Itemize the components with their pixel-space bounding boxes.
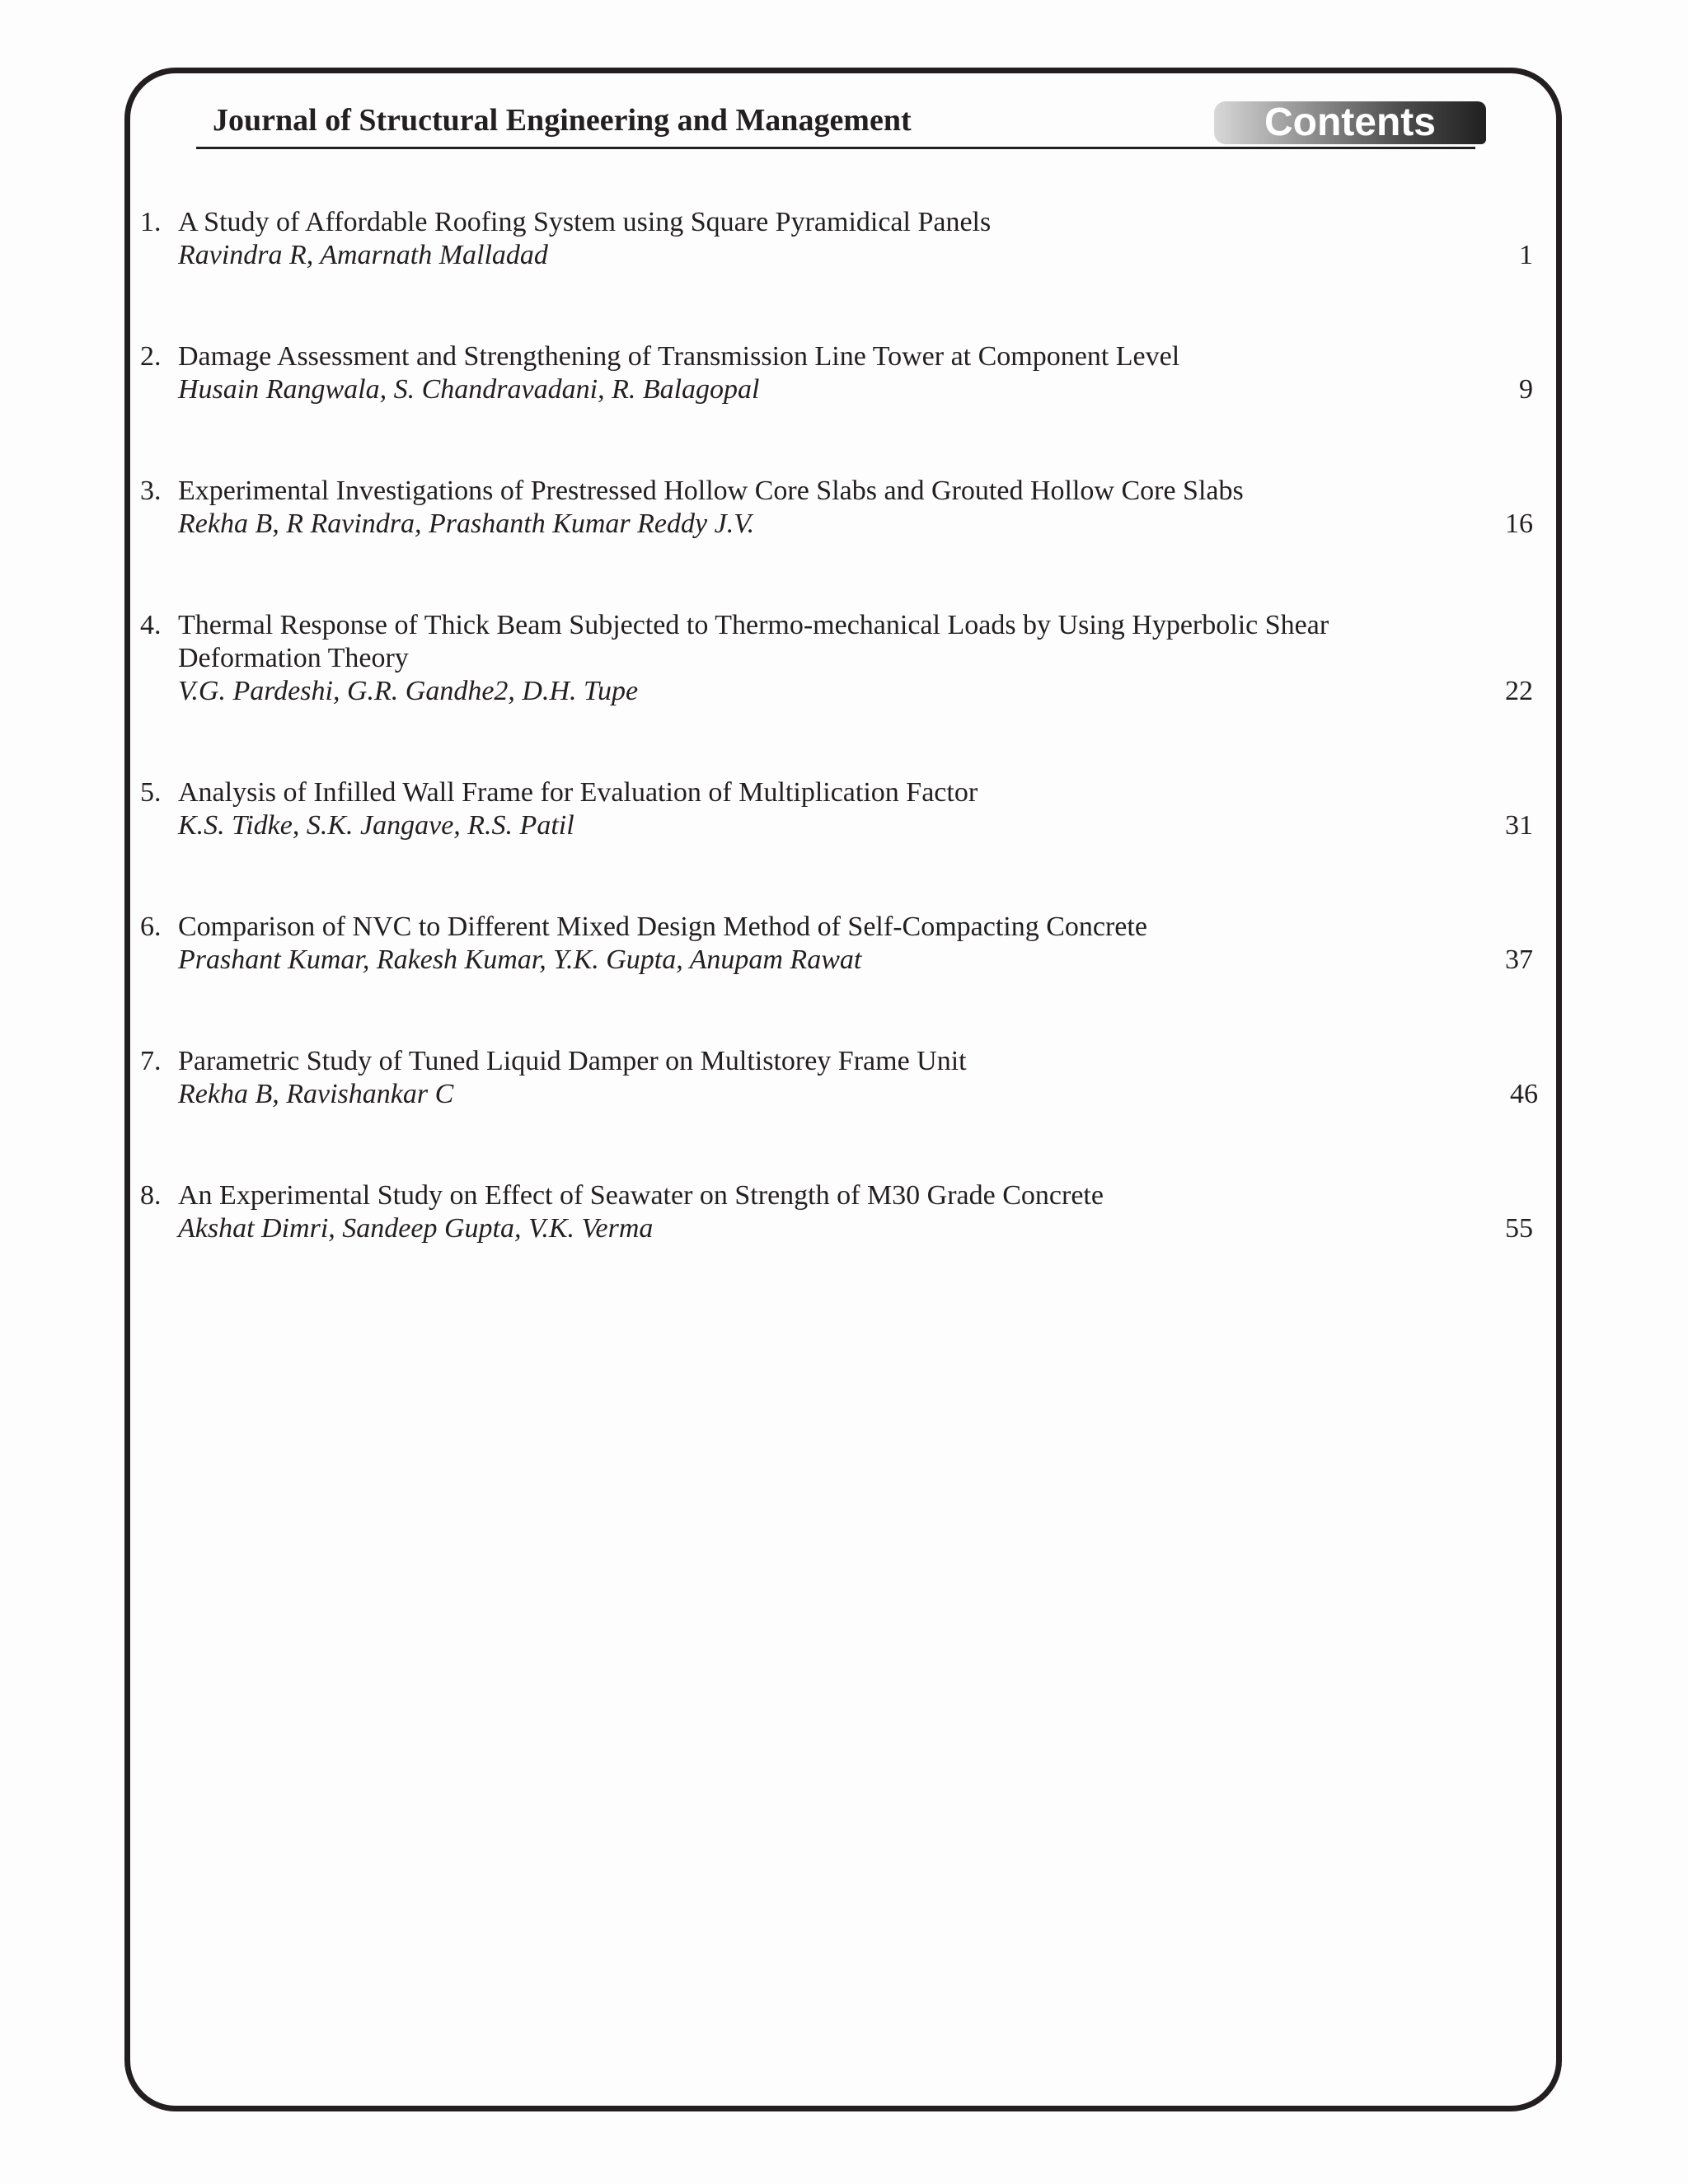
page-number: 22 bbox=[1505, 676, 1533, 706]
entry-number: 3. bbox=[140, 476, 162, 506]
article-authors: Akshat Dimri, Sandeep Gupta, V.K. Verma bbox=[178, 1213, 654, 1244]
page-number: 9 bbox=[1519, 374, 1533, 405]
entry-number: 7. bbox=[140, 1046, 162, 1076]
entry-number: 6. bbox=[140, 912, 162, 942]
toc-entry[interactable] bbox=[140, 1179, 1533, 1245]
article-title[interactable]: Thermal Response of Thick Beam Subjected to Thermo-mechanical Loads by Using Hyperbolic Shear Deformation Theory bbox=[178, 610, 1329, 673]
article-title[interactable]: Comparison of NVC to Different Mixed Design Method of Self-Compacting Concrete bbox=[178, 912, 1147, 942]
contents-label: Contents bbox=[1264, 101, 1436, 144]
toc-entry[interactable] bbox=[140, 1045, 1538, 1111]
toc-entry[interactable] bbox=[140, 475, 1533, 541]
entry-number: 2. bbox=[140, 341, 162, 372]
table-of-contents bbox=[140, 206, 1538, 1314]
article-authors: K.S. Tidke, S.K. Jangave, R.S. Patil bbox=[178, 810, 574, 841]
article-authors: Prashant Kumar, Rakesh Kumar, Y.K. Gupta, Anupam Rawat bbox=[178, 944, 862, 975]
toc-entry[interactable] bbox=[140, 911, 1533, 977]
page-number: 1 bbox=[1519, 240, 1533, 270]
entry-number: 1. bbox=[140, 207, 162, 237]
entry-number: 4. bbox=[140, 610, 162, 640]
page-number: 31 bbox=[1505, 810, 1533, 841]
article-authors: Rekha B, R Ravindra, Prashanth Kumar Reddy J.V. bbox=[178, 509, 755, 539]
article-authors: Husain Rangwala, S. Chandravadani, R. Balagopal bbox=[178, 374, 760, 405]
page-number: 37 bbox=[1505, 944, 1533, 975]
page-number: 16 bbox=[1505, 509, 1533, 539]
contents-tab bbox=[1214, 101, 1486, 144]
article-title[interactable]: Analysis of Infilled Wall Frame for Evaluation of Multiplication Factor bbox=[178, 777, 978, 808]
article-title[interactable]: Damage Assessment and Strengthening of Transmission Line Tower at Component Level bbox=[178, 341, 1180, 372]
article-authors: Rekha B, Ravishankar C bbox=[178, 1079, 454, 1109]
page-number: 46 bbox=[1510, 1079, 1538, 1109]
toc-entry[interactable] bbox=[140, 609, 1533, 708]
article-authors: Ravindra R, Amarnath Malladad bbox=[178, 240, 548, 270]
journal-title: Journal of Structural Engineering and Management bbox=[213, 103, 912, 138]
toc-entry[interactable] bbox=[140, 340, 1533, 406]
page-number: 55 bbox=[1505, 1213, 1533, 1244]
page-header bbox=[196, 99, 1475, 149]
article-authors: V.G. Pardeshi, G.R. Gandhe2, D.H. Tupe bbox=[178, 676, 639, 706]
article-title[interactable]: A Study of Affordable Roofing System using Square Pyramidical Panels bbox=[178, 207, 992, 237]
toc-entry[interactable] bbox=[140, 776, 1533, 842]
entry-number: 5. bbox=[140, 777, 162, 808]
toc-entry[interactable] bbox=[140, 206, 1533, 272]
article-title[interactable]: Experimental Investigations of Prestressed Hollow Core Slabs and Grouted Hollow Core Slabs bbox=[178, 476, 1244, 506]
article-title[interactable]: An Experimental Study on Effect of Seawater on Strength of M30 Grade Concrete bbox=[178, 1180, 1104, 1211]
entry-number: 8. bbox=[140, 1180, 162, 1211]
article-title[interactable]: Parametric Study of Tuned Liquid Damper on Multistorey Frame Unit bbox=[178, 1046, 967, 1076]
